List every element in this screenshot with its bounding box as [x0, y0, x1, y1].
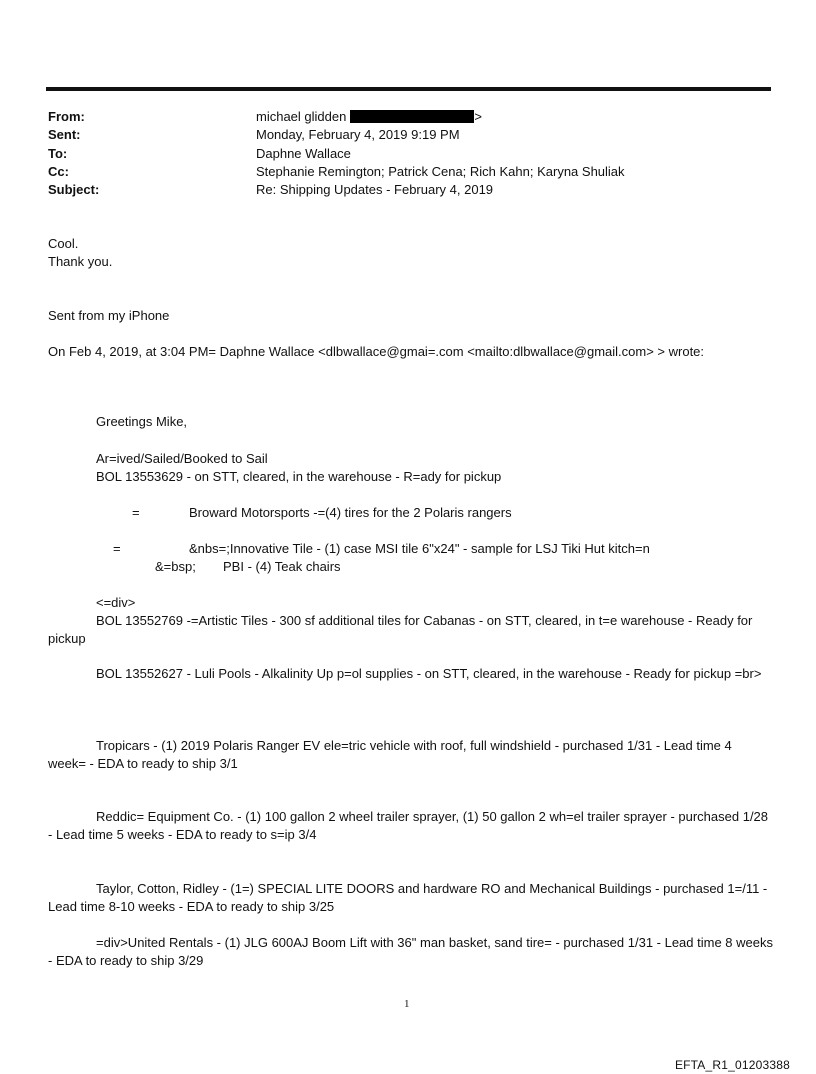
reddic-item: Reddic= Equipment Co. - (1) 100 gallon 2 wheel trailer sprayer, (1) 50 gallon 2 wh=el trailer sprayer - purchased 1/28 - Lead time 5 weeks - EDA to ready to s=ip 3/4 [48, 809, 769, 842]
bol-item-3: BOL 13552627 - Luli Pools - Alkalinity Up p=ol supplies - on STT, cleared, in the warehouse - Ready for pickup =br> [96, 666, 762, 681]
sender-email-close: > [474, 109, 482, 124]
cc-value: Stephanie Remington; Patrick Cena; Rich Kahn; Karyna Shuliak [256, 164, 625, 179]
from-label: From: [48, 109, 85, 124]
reply-cool: Cool. [48, 236, 79, 251]
page-number: 1 [404, 998, 410, 1010]
bsp-prefix: &=bsp; [155, 559, 196, 574]
sent-value: Monday, February 4, 2019 9:19 PM [256, 127, 460, 142]
sender-name: michael glidden [256, 109, 347, 124]
reply-thanks: Thank you. [48, 254, 113, 269]
bol-item-2: BOL 13552769 -=Artistic Tiles - 300 sf additional tiles for Cabanas - on STT, cleared, in t=e warehouse - Ready for pickup [48, 613, 753, 646]
greeting: Greetings Mike, [96, 414, 188, 429]
from-value [256, 108, 482, 126]
eq-symbol-2: = [113, 541, 121, 556]
div-tag: <=div> [96, 595, 136, 610]
sent-from-signature: Sent from my iPhone [48, 308, 170, 323]
bol-item-1: BOL 13553629 - on STT, cleared, in the warehouse - R=ady for pickup [96, 469, 502, 484]
eq-symbol-1: = [132, 505, 140, 520]
quoted-attribution: On Feb 4, 2019, at 3:04 PM= Daphne Wallace <dlbwallace@gmai=.com <mailto:dlbwallace@gmail.com> > wrote: [48, 344, 705, 359]
subject-label: Subject: [48, 182, 100, 197]
redaction-bar [350, 110, 474, 123]
cc-label: Cc: [48, 164, 69, 179]
to-label: To: [48, 146, 68, 161]
status-heading: Ar=ived/Sailed/Booked to Sail [96, 451, 268, 466]
innovative-tile-item: &nbs=;Innovative Tile - (1) case MSI tile 6"x24" - sample for LSJ Tiki Hut kitch=n [189, 541, 650, 556]
to-value: Daphne Wallace [256, 146, 351, 161]
bates-number: EFTA_R1_01203388 [674, 1058, 790, 1072]
united-rentals-item: =div>United Rentals - (1) JLG 600AJ Boom Lift with 36" man basket, sand tire= - purchased 1/31 - Lead time 8 weeks - EDA to ready to ship 3/29 [48, 935, 773, 968]
pbi-item: PBI - (4) Teak chairs [223, 559, 341, 574]
subject-value: Re: Shipping Updates - February 4, 2019 [256, 182, 494, 197]
tropicars-item: Tropicars - (1) 2019 Polaris Ranger EV ele=tric vehicle with roof, full windshield - purchased 1/31 - Lead time 4 week= - EDA to ready to ship 3/1 [48, 738, 732, 771]
header-divider [46, 87, 771, 91]
sent-label: Sent: [48, 127, 81, 142]
broward-item: Broward Motorsports -=(4) tires for the 2 Polaris rangers [189, 505, 512, 520]
taylor-item: Taylor, Cotton, Ridley - (1=) SPECIAL LITE DOORS and hardware RO and Mechanical Buildings - purchased 1=/11 - Lead time 8-10 weeks - EDA to ready to ship 3/25 [48, 881, 768, 914]
